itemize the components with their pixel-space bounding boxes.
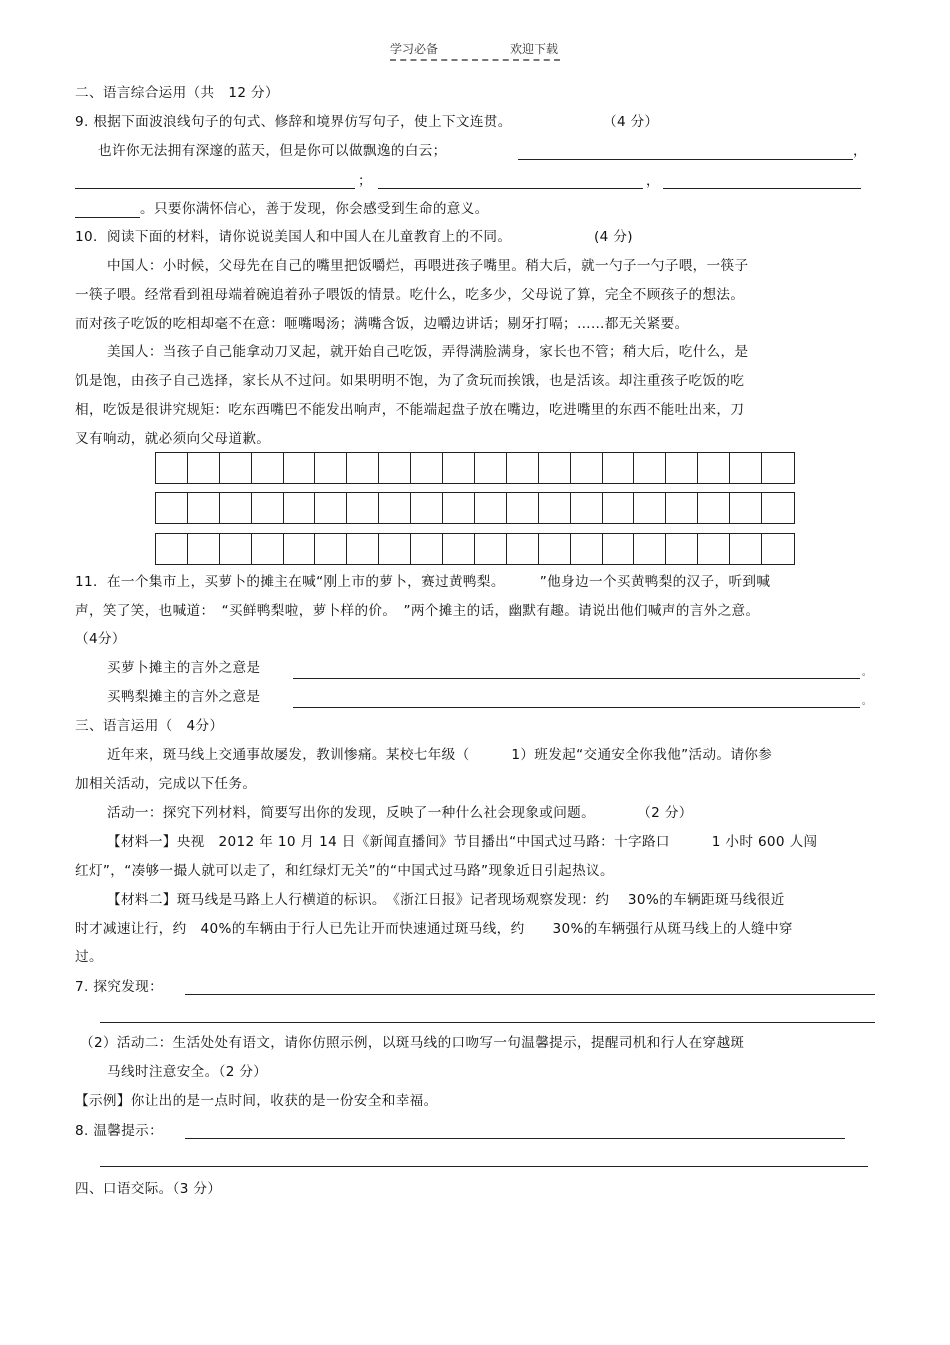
activity2: 马线时注意安全。（2 分） — [107, 1064, 268, 1080]
answer-grid-row[interactable] — [155, 452, 795, 484]
q11-answer-label-2: 买鸭梨摊主的言外之意是 — [107, 689, 261, 705]
section3-text: 加相关活动，完成以下任务。 — [75, 776, 257, 792]
material2: 时才减速让行，约 40%的车辆由于行人已先让开而快速通过斑马线，约 30%的车辆强行从斑马线上的人缝中穿 — [75, 921, 793, 937]
section2-title: 二、语言综合运用（共 12 分） — [75, 85, 279, 101]
activity1: 活动一：探究下列材料，简要写出你的发现，反映了一种什么社会现象或问题。 （2 分） — [107, 805, 693, 821]
punct: ， — [853, 143, 867, 159]
punct: ， — [646, 173, 660, 189]
q9-line1: 也许你无法拥有深邃的蓝天，但是你可以做飘逸的白云； — [98, 143, 447, 159]
q11-text: 声，笑了笑，也喊道： “买鲜鸭梨啦，萝卜样的价。 ”两个摊主的话，幽默有趣。请说出他们喊声的言外之意。 — [75, 603, 760, 619]
activity2: （2）活动二：生活处处有语文，请你仿照示例，以斑马线的口吻写一句温馨提示，提醒司机和行人在穿越斑 — [80, 1035, 745, 1051]
answer-blank[interactable] — [378, 188, 643, 189]
q11-text: 11．在一个集市上，买萝卜的摊主在喊“刚上市的萝卜，赛过黄鸭梨。 ”他身边一个买黄鸭梨的汉子，听到喊 — [75, 574, 771, 590]
q10-text: 而对孩子吃饭的吃相却毫不在意：咂嘴喝汤；满嘴含饭，边嚼边讲话；剔牙打嗝；……都无关紧要。 — [75, 316, 689, 332]
answer-blank[interactable] — [185, 1138, 845, 1139]
q10-prompt: 10．阅读下面的材料，请你说说美国人和中国人在儿童教育上的不同。 — [75, 229, 512, 245]
q11-score: （4分） — [75, 631, 126, 647]
q9-ending: 。只要你满怀信心，善于发现，你会感受到生命的意义。 — [140, 201, 489, 217]
answer-grid-row[interactable] — [155, 533, 795, 565]
section3-text: 近年来，斑马线上交通事故屡发，教训惨痛。某校七年级（ 1）班发起“交通安全你我他”活动。请你参 — [107, 747, 773, 763]
answer-blank[interactable] — [75, 188, 355, 189]
q9-prompt: 9. 根据下面波浪线句子的句式、修辞和境界仿写句子，使上下文连贯。 — [75, 114, 512, 130]
punct: 。 — [862, 668, 872, 678]
punct: 。 — [862, 697, 872, 707]
answer-blank[interactable] — [663, 188, 861, 189]
material1: 红灯”，“凑够一撮人就可以走了，和红绿灯无关”的“中国式过马路”现象近日引起热议。 — [75, 863, 614, 879]
q10-text: 美国人：当孩子自己能拿动刀叉起，就开始自己吃饭，弄得满脸满身，家长也不管；稍大后，吃什么，是 — [107, 344, 749, 360]
answer-blank[interactable] — [293, 707, 860, 708]
answer-grid-row[interactable] — [155, 492, 795, 524]
section3-title: 三、语言运用（ 4分） — [75, 718, 224, 734]
answer-blank[interactable] — [100, 1166, 868, 1167]
section4-title: 四、口语交际。（3 分） — [75, 1181, 222, 1197]
q10-text: 一筷子喂。经常看到祖母端着碗追着孙子喂饭的情景。吃什么，吃多少，父母说了算，完全不顾孩子的想法。 — [75, 287, 745, 303]
q10-text: 中国人：小时候，父母先在自己的嘴里把饭嚼烂，再喂进孩子嘴里。稍大后，就一勺子一勺子喂，一筷子 — [107, 258, 749, 274]
q8-label: 8. 温馨提示： — [75, 1123, 164, 1139]
answer-blank[interactable] — [100, 1022, 875, 1023]
q7-label: 7. 探究发现： — [75, 979, 164, 995]
material1: 【材料一】央视 2012 年 10 月 14 日《新闻直播间》节目播出“中国式过马路：十字路口 1 小时 600 人闯 — [107, 834, 818, 850]
q10-text: 饥是饱，由孩子自己选择，家长从不过问。如果明明不饱，为了贪玩而挨饿，也是活该。却注重孩子吃饭的吃 — [75, 373, 745, 389]
answer-blank[interactable] — [185, 994, 875, 995]
answer-blank[interactable] — [75, 217, 140, 218]
punct: ； — [358, 173, 372, 189]
q9-score: （4 分） — [603, 114, 659, 130]
q11-answer-label-1: 买萝卜摊主的言外之意是 — [107, 660, 261, 676]
example: 【示例】你让出的是一点时间，收获的是一份安全和幸福。 — [75, 1093, 438, 1109]
material2: 过。 — [75, 949, 103, 965]
q10-text: 相，吃饭是很讲究规矩：吃东西嘴巴不能发出响声，不能端起盘子放在嘴边，吃进嘴里的东西不能吐出来，刀 — [75, 402, 745, 418]
material2: 【材料二】斑马线是马路上人行横道的标识。 《浙江日报》记者现场观察发现：约 30%的车辆距斑马线很近 — [107, 892, 785, 908]
q10-text: 叉有响动，就必须向父母道歉。 — [75, 431, 271, 447]
q10-score: (4 分) — [594, 229, 633, 245]
page-header — [390, 40, 560, 61]
header-left: 学习必备 — [390, 42, 439, 56]
answer-blank[interactable] — [293, 678, 860, 679]
header-right: 欢迎下载 — [510, 42, 559, 56]
answer-blank[interactable] — [518, 159, 853, 160]
